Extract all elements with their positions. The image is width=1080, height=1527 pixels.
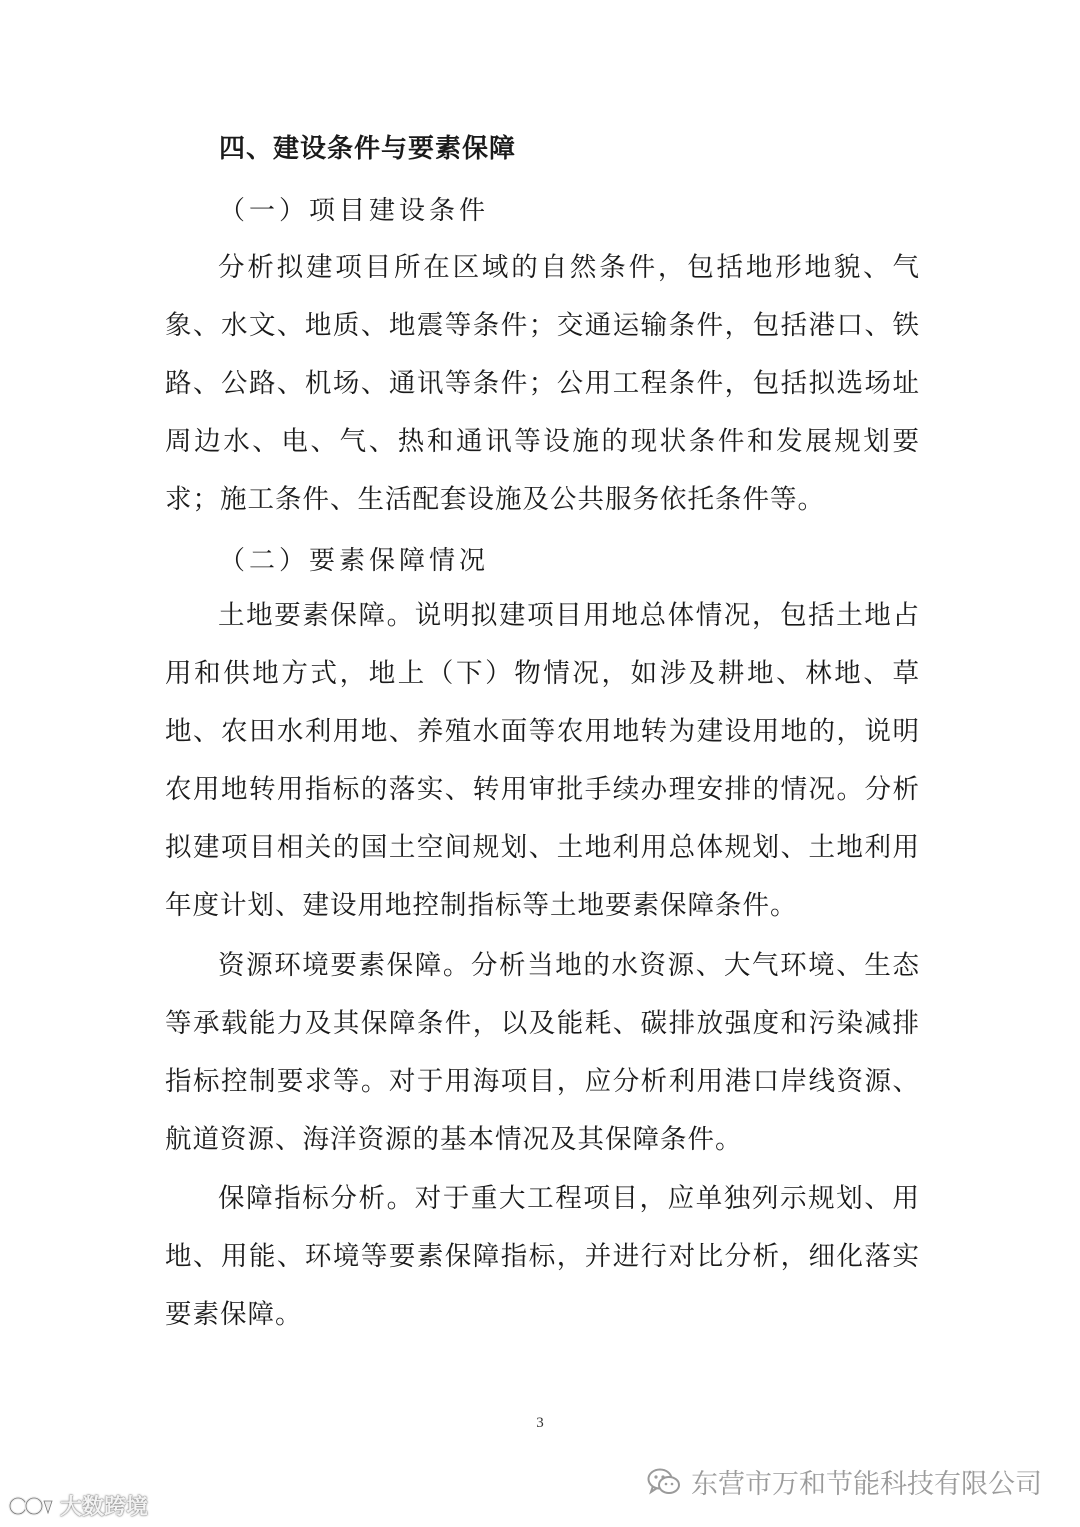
page-number: 3 (536, 1415, 544, 1431)
section-2-paragraph-2: 资源环境要素保障。分析当地的水资源、大气环境、生态等承载能力及其保障条件，以及能耗、碳排放强度和污染减排指标控制要求等。对于用海项目，应分析利用港口岸线资源、航道资源、海洋资源的基本情况及其保障条件。 (165, 950, 920, 1155)
wechat-icon (647, 1467, 681, 1497)
chapter-heading: 四、建设条件与要素保障 (219, 134, 517, 164)
brand-watermark (8, 1490, 148, 1521)
section-title-1: （一）项目建设条件 (219, 196, 490, 226)
organization-name: 东营市万和节能科技有限公司 (691, 1469, 1042, 1500)
section-title-2: （二）要素保障情况 (219, 546, 490, 576)
section-2-paragraph-1: 土地要素保障。说明拟建项目用地总体情况，包括土地占用和供地方式，地上（下）物情况，如涉及耕地、林地、草地、农田水利用地、养殖水面等农用地转为建设用地的，说明农用地转用指标的落实、转用审批手续办理安排的情况。分析拟建项目相关的国土空间规划、土地利用总体规划、土地利用年度计划、建设用地控制指标等土地要素保障条件。 (165, 600, 920, 921)
brand-logo (8, 1493, 56, 1519)
section-1-paragraph-1: 分析拟建项目所在区域的自然条件，包括地形地貌、气象、水文、地质、地震等条件；交通运输条件，包括港口、铁路、公路、机场、通讯等条件；公用工程条件，包括拟选场址周边水、电、气、热和通讯等设施的现状条件和发展规划要求；施工条件、生活配套设施及公共服务依托条件等。 (165, 252, 920, 515)
section-2-paragraph-3: 保障指标分析。对于重大工程项目，应单独列示规划、用地、用能、环境等要素保障指标，并进行对比分析，细化落实要素保障。 (165, 1183, 920, 1330)
brand-name: 大数跨境 (60, 1495, 149, 1520)
organization-watermark (647, 1462, 1042, 1501)
